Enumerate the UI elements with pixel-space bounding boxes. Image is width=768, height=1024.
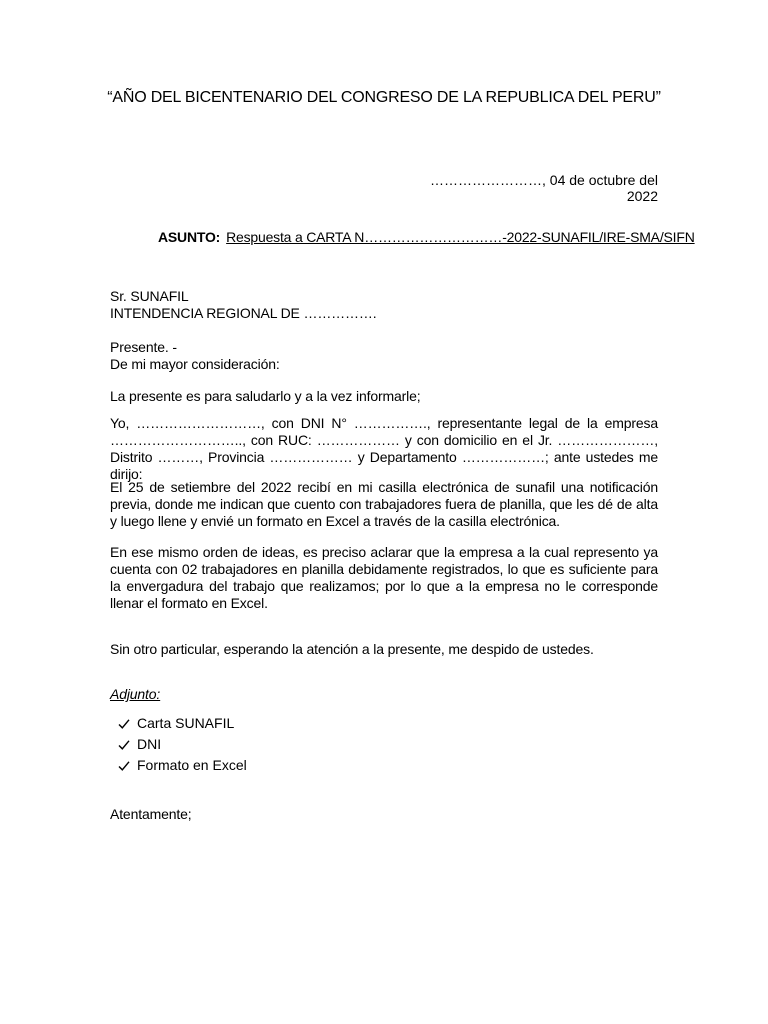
attachments-list xyxy=(118,713,247,776)
checkmark-icon xyxy=(118,760,130,772)
subject-label: ASUNTO: xyxy=(158,229,221,245)
checkmark-icon xyxy=(118,718,130,730)
place-date-line: ……………………, 04 de octubre del 2022 xyxy=(430,172,658,204)
recipient-office: INTENDENCIA REGIONAL DE ……………. xyxy=(110,305,377,321)
intro-paragraph: La presente es para saludarlo y a la vez informarle; xyxy=(110,388,421,404)
attachments-label: Adjunto: xyxy=(110,686,161,702)
presente-line: Presente. - xyxy=(110,339,177,355)
attachment-label: Formato en Excel xyxy=(137,757,247,773)
body-paragraph-1: Yo, ………………………, con DNI N° ……………., representante legal de la empresa ……………………….., con RUC: ……………… y con domicilio en el Jr. …………………, Distrito ………, Provincia ……………… y Departamento ………………; ante ustedes me dirijo: xyxy=(110,415,658,482)
year-motto-title: “AÑO DEL BICENTENARIO DEL CONGRESO DE LA REPUBLICA DEL PERU” xyxy=(107,89,661,106)
attachment-label: DNI xyxy=(137,736,162,752)
subject-line xyxy=(158,229,695,245)
closing-paragraph: Sin otro particular, esperando la atención a la presente, me despido de ustedes. xyxy=(110,641,594,657)
attachments-heading xyxy=(110,686,658,703)
list-item xyxy=(118,713,247,734)
recipient-name: Sr. SUNAFIL xyxy=(110,288,189,304)
checkmark-icon xyxy=(118,739,130,751)
greeting-line: De mi mayor consideración: xyxy=(110,356,280,372)
recipient-block xyxy=(110,288,658,322)
list-item xyxy=(118,755,247,776)
attachment-label: Carta SUNAFIL xyxy=(137,715,235,731)
body-paragraph-2: El 25 de setiembre del 2022 recibí en mi casilla electrónica de sunafil una notificación previa, donde me indican que cuento con trabajadores fuera de planilla, que les dé de alta y luego llene y envié un formato en Excel a través de la casilla electrónica. xyxy=(110,479,658,529)
signoff-line: Atentamente; xyxy=(110,806,192,822)
subject-text: Respuesta a CARTA N…………………………-2022-SUNAFIL/IRE-SMA/SIFN xyxy=(226,229,695,245)
body-paragraph-3: En ese mismo orden de ideas, es preciso aclarar que la empresa a la cual represento ya cuenta con 02 trabajadores en planilla debidamente registrados, lo que es suficiente para la envergadura del trabajo que realizamos; por lo que a la empresa no le corresponde llenar el formato en Excel. xyxy=(110,544,658,611)
salutation-block xyxy=(110,339,658,373)
list-item xyxy=(118,734,247,755)
